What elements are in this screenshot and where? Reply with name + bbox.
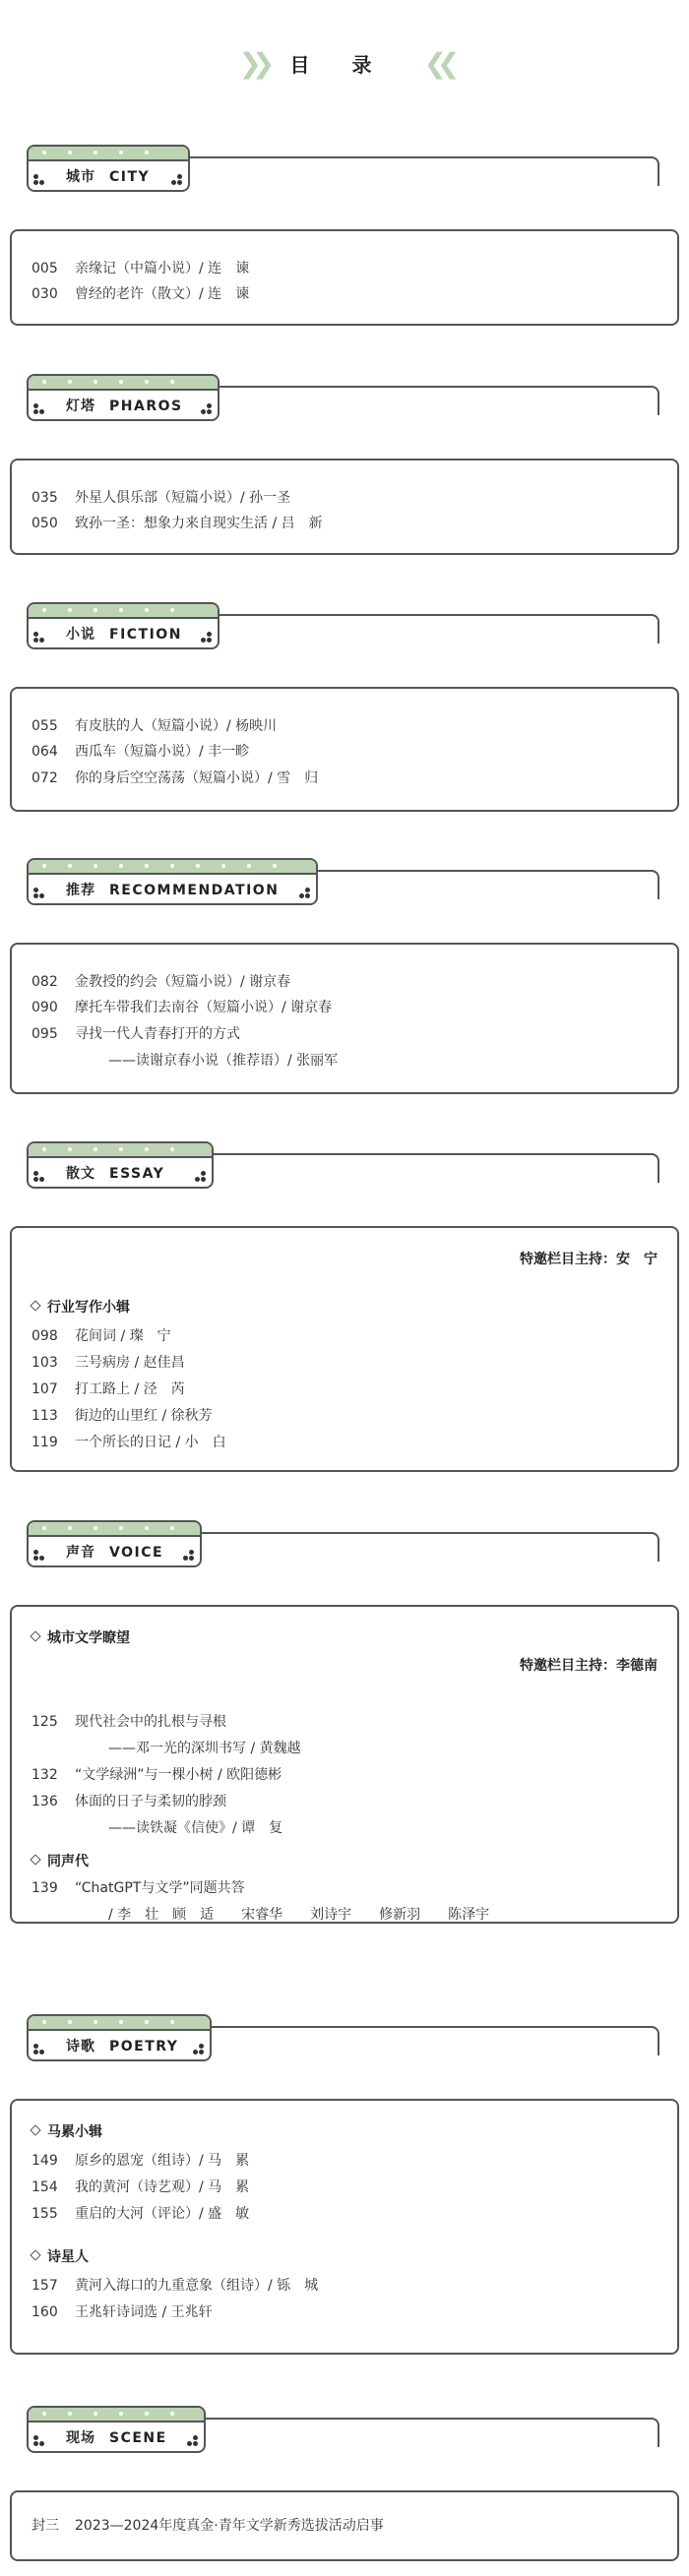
section-entries-box bbox=[10, 2490, 679, 2561]
stripe-dot-icon bbox=[42, 2020, 46, 2024]
entry-title: 2023—2024年度真金·青年文学新秀选拔活动启事 bbox=[75, 2518, 384, 2534]
section-bracket bbox=[208, 2026, 659, 2055]
stripe-dot-icon bbox=[170, 2412, 174, 2416]
toc-entry[interactable] bbox=[108, 1739, 301, 1758]
stripe-dot-icon bbox=[42, 1526, 46, 1530]
section-bracket bbox=[186, 156, 659, 186]
toc-entry[interactable] bbox=[31, 2151, 249, 2171]
stripe-dot-icon bbox=[145, 2020, 149, 2024]
dot-icon bbox=[207, 409, 212, 414]
section-tab bbox=[27, 2014, 212, 2061]
entry-page-number: 035 bbox=[31, 490, 58, 506]
stripe-dot-icon bbox=[68, 2020, 72, 2024]
toc-entry[interactable] bbox=[31, 514, 323, 533]
section-title-zh: 散文 bbox=[66, 1166, 95, 1182]
dot-icon bbox=[189, 1556, 194, 1561]
entry-page-number: 119 bbox=[31, 1435, 58, 1450]
entry-title: 有皮肤的人（短篇小说）/ 杨映川 bbox=[75, 718, 278, 734]
entry-title: 重启的大河（评论）/ 盛 敏 bbox=[75, 2206, 250, 2222]
stripe-dot-icon bbox=[247, 864, 251, 868]
double-chevron-right-icon: ❯❯ bbox=[238, 47, 266, 80]
corner-dots-icon bbox=[33, 174, 45, 184]
dot-icon bbox=[39, 638, 44, 643]
section-entries-box bbox=[10, 459, 679, 555]
entry-title: 现代社会中的扎根与寻根 bbox=[75, 1714, 226, 1730]
dot-icon bbox=[33, 2050, 38, 2055]
section-bracket bbox=[202, 2418, 659, 2447]
dot-icon bbox=[183, 1556, 188, 1561]
toc-entry[interactable] bbox=[108, 1905, 489, 1925]
stripe-dot-icon bbox=[94, 2412, 97, 2416]
dot-icon bbox=[305, 893, 310, 898]
section-title bbox=[66, 2427, 167, 2447]
dot-icon bbox=[33, 409, 38, 414]
stripe-dot-icon bbox=[170, 608, 174, 612]
section-entries-box bbox=[10, 943, 679, 1094]
dot-icon bbox=[33, 638, 38, 643]
dot-icon bbox=[33, 403, 38, 408]
stripe-dot-icon bbox=[145, 1147, 149, 1151]
corner-dots-icon bbox=[195, 1171, 207, 1181]
corner-dots-icon bbox=[183, 1550, 195, 1560]
toc-entry[interactable] bbox=[31, 2516, 384, 2536]
stripe-dot-icon bbox=[68, 151, 72, 154]
entry-title: 原乡的恩宠（组诗）/ 马 累 bbox=[75, 2153, 250, 2169]
stripe-dot-icon bbox=[145, 608, 149, 612]
section-bracket bbox=[216, 386, 659, 415]
section-title-zh: 诗歌 bbox=[66, 2039, 95, 2055]
stripe-dot-icon bbox=[170, 864, 174, 868]
entry-page-number: 155 bbox=[31, 2206, 58, 2222]
entry-page-number: 139 bbox=[31, 1880, 58, 1896]
dot-icon bbox=[39, 893, 44, 898]
tab-stripe bbox=[29, 1143, 212, 1158]
entry-title: 我的黄河（诗艺观）/ 马 累 bbox=[75, 2179, 250, 2195]
dot-icon bbox=[189, 1550, 194, 1555]
diamond-bullet-icon bbox=[30, 2249, 40, 2260]
stripe-dot-icon bbox=[273, 864, 277, 868]
entry-title: 摩托车带我们去南谷（短篇小说）/ 谢京春 bbox=[75, 1000, 333, 1015]
toc-entry[interactable] bbox=[31, 488, 290, 508]
stripe-dot-icon bbox=[119, 864, 123, 868]
stripe-dot-icon bbox=[145, 1526, 149, 1530]
dot-icon bbox=[39, 2441, 44, 2446]
section-bracket bbox=[314, 870, 659, 899]
corner-dots-icon bbox=[187, 2435, 199, 2445]
dot-icon bbox=[177, 174, 182, 179]
entry-title: 你的身后空空荡荡（短篇小说）/ 雪 归 bbox=[75, 770, 319, 786]
diamond-bullet-icon bbox=[30, 1630, 40, 1641]
stripe-dot-icon bbox=[119, 151, 123, 154]
stripe-dot-icon bbox=[68, 608, 72, 612]
stripe-dot-icon bbox=[42, 864, 46, 868]
toc-entry[interactable] bbox=[31, 1406, 213, 1426]
page-header bbox=[0, 47, 689, 87]
sub-section-heading bbox=[31, 1852, 89, 1871]
entry-page-number: 103 bbox=[31, 1355, 58, 1371]
entry-page-number: 154 bbox=[31, 2179, 58, 2195]
corner-dots-icon bbox=[33, 888, 45, 897]
toc-entry[interactable] bbox=[31, 1712, 226, 1732]
section-bracket bbox=[210, 1153, 659, 1183]
corner-dots-icon bbox=[299, 888, 311, 897]
stripe-dot-icon bbox=[170, 2020, 174, 2024]
dot-icon bbox=[299, 893, 304, 898]
section-title-en: CITY bbox=[109, 169, 151, 185]
dot-icon bbox=[171, 180, 176, 185]
entry-page-number: 090 bbox=[31, 1000, 58, 1015]
toc-entry[interactable] bbox=[31, 716, 277, 736]
dot-icon bbox=[39, 2050, 44, 2055]
stripe-dot-icon bbox=[170, 1147, 174, 1151]
corner-dots-icon bbox=[33, 2044, 45, 2054]
stripe-dot-icon bbox=[119, 1526, 123, 1530]
dot-icon bbox=[33, 1550, 38, 1555]
stripe-dot-icon bbox=[42, 380, 46, 384]
entry-title: 三号病房 / 赵佳昌 bbox=[75, 1355, 185, 1371]
entry-title: 亲缘记（中篇小说）/ 连 谏 bbox=[75, 261, 250, 276]
tab-stripe bbox=[29, 1522, 200, 1537]
stripe-dot-icon bbox=[94, 864, 97, 868]
dot-icon bbox=[193, 2050, 198, 2055]
sub-section-heading-text: 诗星人 bbox=[47, 2249, 89, 2265]
section-title-zh: 灯塔 bbox=[66, 399, 95, 414]
dot-icon bbox=[207, 638, 212, 643]
tab-stripe bbox=[29, 147, 188, 161]
section-tab bbox=[27, 2406, 206, 2453]
stripe-dot-icon bbox=[94, 2020, 97, 2024]
section-title bbox=[66, 880, 279, 899]
stripe-dot-icon bbox=[42, 1147, 46, 1151]
entry-title: 体面的日子与柔韧的脖颈 bbox=[75, 1794, 226, 1809]
dot-icon bbox=[195, 1177, 200, 1182]
section-title bbox=[66, 396, 183, 415]
dot-icon bbox=[199, 2050, 204, 2055]
corner-dots-icon bbox=[33, 1550, 45, 1560]
entry-title: 金教授的约会（短篇小说）/ 谢京春 bbox=[75, 974, 291, 990]
stripe-dot-icon bbox=[196, 864, 200, 868]
stripe-dot-icon bbox=[68, 380, 72, 384]
stripe-dot-icon bbox=[94, 380, 97, 384]
entry-page-number: 132 bbox=[31, 1767, 58, 1783]
entry-page-number: 149 bbox=[31, 2153, 58, 2169]
entry-page-number: 136 bbox=[31, 1794, 58, 1809]
sub-section-heading bbox=[31, 1628, 130, 1648]
entry-page-number: 封三 bbox=[31, 2518, 59, 2534]
toc-entry[interactable] bbox=[31, 1353, 185, 1373]
sub-section-heading-text: 同声代 bbox=[47, 1854, 89, 1870]
dot-icon bbox=[201, 638, 206, 643]
section-title-zh: 城市 bbox=[66, 169, 95, 185]
sub-section-heading bbox=[31, 1298, 130, 1318]
section-tab bbox=[27, 1520, 202, 1567]
entry-page-number: 095 bbox=[31, 1026, 58, 1042]
entry-page-number: 125 bbox=[31, 1714, 58, 1730]
entry-title: 外星人俱乐部（短篇小说）/ 孙一圣 bbox=[75, 490, 291, 506]
dot-icon bbox=[33, 1171, 38, 1176]
corner-dots-icon bbox=[33, 1171, 45, 1181]
stripe-dot-icon bbox=[170, 380, 174, 384]
section-title bbox=[66, 1163, 164, 1183]
entry-page-number: 030 bbox=[31, 286, 58, 302]
corner-dots-icon bbox=[33, 632, 45, 642]
dot-icon bbox=[193, 2435, 198, 2440]
stripe-dot-icon bbox=[170, 1526, 174, 1530]
dot-icon bbox=[201, 1177, 206, 1182]
section-title-zh: 现场 bbox=[66, 2430, 95, 2446]
section-host: 特邀栏目主持：李德南 bbox=[520, 1658, 658, 1674]
stripe-dot-icon bbox=[119, 2412, 123, 2416]
double-chevron-left-icon: ❮❮ bbox=[423, 47, 451, 80]
section-title-en: RECOMMENDATION bbox=[109, 883, 280, 898]
dot-icon bbox=[187, 2441, 192, 2446]
entry-title: 寻找一代人青春打开的方式 bbox=[75, 1026, 240, 1042]
tab-stripe bbox=[29, 860, 316, 875]
toc-entry[interactable] bbox=[31, 284, 249, 304]
section-title bbox=[66, 166, 150, 186]
section-title-en: PHAROS bbox=[109, 399, 183, 414]
stripe-dot-icon bbox=[221, 864, 225, 868]
stripe-dot-icon bbox=[68, 1147, 72, 1151]
entry-page-number: 050 bbox=[31, 516, 58, 531]
section-entries-box bbox=[10, 1605, 679, 1924]
section-bracket bbox=[198, 1532, 659, 1562]
section-title-en: ESSAY bbox=[109, 1166, 165, 1182]
entry-title: 一个所长的日记 / 小 白 bbox=[75, 1435, 226, 1450]
sub-section-heading-text: 城市文学瞭望 bbox=[47, 1630, 130, 1646]
stripe-dot-icon bbox=[68, 1526, 72, 1530]
entry-title: 街边的山里红 / 徐秋芳 bbox=[75, 1408, 213, 1424]
section-title-zh: 推荐 bbox=[66, 883, 95, 898]
sub-section-heading-text: 马累小辑 bbox=[47, 2124, 102, 2140]
entry-page-number: 157 bbox=[31, 2278, 58, 2294]
entry-title: 王兆轩诗词选 / 王兆轩 bbox=[75, 2304, 213, 2320]
dot-icon bbox=[33, 174, 38, 179]
dot-icon bbox=[39, 1556, 44, 1561]
section-entries-box bbox=[10, 2099, 679, 2355]
section-tab bbox=[27, 374, 219, 421]
stripe-dot-icon bbox=[42, 151, 46, 154]
section-title-en: POETRY bbox=[109, 2039, 179, 2055]
section-title bbox=[66, 2036, 178, 2055]
toc-entry[interactable] bbox=[31, 1878, 245, 1898]
dot-icon bbox=[33, 180, 38, 185]
dot-icon bbox=[33, 893, 38, 898]
entry-title: ——读铁凝《信使》/ 谭 复 bbox=[108, 1820, 283, 1836]
tab-stripe bbox=[29, 2408, 204, 2423]
section-title-zh: 声音 bbox=[66, 1545, 95, 1561]
entry-page-number: 160 bbox=[31, 2304, 58, 2320]
dot-icon bbox=[39, 1177, 44, 1182]
section-tab bbox=[27, 858, 318, 905]
toc-entry[interactable] bbox=[31, 1792, 226, 1811]
diamond-bullet-icon bbox=[30, 1854, 40, 1865]
toc-entry[interactable] bbox=[31, 768, 318, 788]
corner-dots-icon bbox=[201, 632, 213, 642]
stripe-dot-icon bbox=[94, 1526, 97, 1530]
corner-dots-icon bbox=[193, 2044, 205, 2054]
stripe-dot-icon bbox=[119, 2020, 123, 2024]
section-title-en: FICTION bbox=[109, 627, 182, 643]
section-title-zh: 小说 bbox=[66, 627, 95, 643]
diamond-bullet-icon bbox=[30, 1300, 40, 1311]
entry-page-number: 005 bbox=[31, 261, 58, 276]
stripe-dot-icon bbox=[119, 608, 123, 612]
stripe-dot-icon bbox=[145, 864, 149, 868]
toc-entry[interactable] bbox=[31, 259, 249, 278]
stripe-dot-icon bbox=[145, 151, 149, 154]
tab-stripe bbox=[29, 2016, 210, 2031]
entry-title: ——邓一光的深圳书写 / 黄魏越 bbox=[108, 1741, 301, 1756]
entry-page-number: 055 bbox=[31, 718, 58, 734]
toc-entry[interactable] bbox=[31, 1433, 226, 1452]
toc-entry[interactable] bbox=[31, 2177, 249, 2197]
dot-icon bbox=[39, 409, 44, 414]
section-tab bbox=[27, 602, 219, 649]
entry-title: ——读谢京春小说（推荐语）/ 张丽军 bbox=[108, 1053, 339, 1069]
section-title bbox=[66, 624, 182, 644]
dot-icon bbox=[33, 2441, 38, 2446]
entry-title: 黄河入海口的九重意象（组诗）/ 铄 城 bbox=[75, 2278, 319, 2294]
stripe-dot-icon bbox=[42, 2412, 46, 2416]
entry-page-number: 072 bbox=[31, 770, 58, 786]
toc-entry[interactable] bbox=[31, 972, 290, 992]
dot-icon bbox=[33, 2435, 38, 2440]
toc-entry[interactable] bbox=[108, 1818, 282, 1838]
toc-entry[interactable] bbox=[31, 2276, 318, 2296]
section-bracket bbox=[216, 614, 659, 644]
tab-stripe bbox=[29, 604, 218, 619]
dot-icon bbox=[177, 180, 182, 185]
diamond-bullet-icon bbox=[30, 2124, 40, 2135]
corner-dots-icon bbox=[33, 403, 45, 413]
stripe-dot-icon bbox=[68, 2412, 72, 2416]
stripe-dot-icon bbox=[119, 380, 123, 384]
dot-icon bbox=[33, 1177, 38, 1182]
sub-section-heading-text: 行业写作小辑 bbox=[47, 1300, 130, 1316]
entry-page-number: 107 bbox=[31, 1381, 58, 1397]
toc-entry[interactable] bbox=[31, 1765, 282, 1785]
stripe-dot-icon bbox=[145, 380, 149, 384]
dot-icon bbox=[201, 1171, 206, 1176]
dot-icon bbox=[199, 2044, 204, 2049]
entry-title: “ChatGPT与文学”同题共答 bbox=[75, 1880, 245, 1896]
section-tab bbox=[27, 145, 190, 192]
section-title-en: VOICE bbox=[109, 1545, 164, 1561]
sub-section-heading bbox=[31, 2122, 102, 2142]
entry-title: 曾经的老许（散文）/ 连 谏 bbox=[75, 286, 250, 302]
toc-entry[interactable] bbox=[31, 742, 249, 762]
toc-entry[interactable] bbox=[31, 1380, 185, 1399]
entry-page-number: 082 bbox=[31, 974, 58, 990]
stripe-dot-icon bbox=[42, 608, 46, 612]
toc-entry[interactable] bbox=[31, 1024, 240, 1044]
section-title bbox=[66, 1542, 163, 1562]
toc-entry[interactable] bbox=[108, 1051, 338, 1071]
toc-entry[interactable] bbox=[31, 2302, 213, 2322]
entry-title: 致孙一圣：想象力来自现实生活 / 吕 新 bbox=[75, 516, 323, 531]
section-host: 特邀栏目主持：安 宁 bbox=[520, 1252, 658, 1267]
dot-icon bbox=[207, 632, 212, 637]
section-entries-box bbox=[10, 1226, 679, 1472]
entry-title: / 李 壮 顾 适 宋睿华 刘诗宇 修新羽 陈泽宇 bbox=[108, 1907, 490, 1923]
entry-title: 打工路上 / 泾 芮 bbox=[75, 1381, 185, 1397]
stripe-dot-icon bbox=[119, 1147, 123, 1151]
section-tab bbox=[27, 1141, 214, 1189]
section-title-en: SCENE bbox=[109, 2430, 167, 2446]
toc-entry[interactable] bbox=[31, 1326, 171, 1346]
page-title: 目 录 bbox=[289, 53, 390, 77]
dot-icon bbox=[193, 2441, 198, 2446]
entry-page-number: 113 bbox=[31, 1408, 58, 1424]
stripe-dot-icon bbox=[94, 608, 97, 612]
dot-icon bbox=[33, 2044, 38, 2049]
stripe-dot-icon bbox=[94, 1147, 97, 1151]
tab-stripe bbox=[29, 376, 218, 391]
dot-icon bbox=[305, 888, 310, 892]
section-entries-box bbox=[10, 229, 679, 326]
section-entries-box bbox=[10, 687, 679, 812]
stripe-dot-icon bbox=[145, 2412, 149, 2416]
dot-icon bbox=[39, 180, 44, 185]
corner-dots-icon bbox=[33, 2435, 45, 2445]
entry-title: “文学绿洲”与一棵小树 / 欧阳德彬 bbox=[75, 1767, 282, 1783]
dot-icon bbox=[33, 632, 38, 637]
dot-icon bbox=[33, 1556, 38, 1561]
dot-icon bbox=[207, 403, 212, 408]
sub-section-heading bbox=[31, 2247, 89, 2267]
entry-title: 西瓜车（短篇小说）/ 丰一畛 bbox=[75, 744, 250, 760]
stripe-dot-icon bbox=[68, 864, 72, 868]
dot-icon bbox=[33, 888, 38, 892]
entry-page-number: 098 bbox=[31, 1328, 58, 1344]
toc-entry[interactable] bbox=[31, 2204, 249, 2224]
entry-title: 花间词 / 璨 宁 bbox=[75, 1328, 171, 1344]
dot-icon bbox=[201, 409, 206, 414]
corner-dots-icon bbox=[171, 174, 183, 184]
corner-dots-icon bbox=[201, 403, 213, 413]
stripe-dot-icon bbox=[94, 151, 97, 154]
toc-entry[interactable] bbox=[31, 998, 332, 1017]
entry-page-number: 064 bbox=[31, 744, 58, 760]
